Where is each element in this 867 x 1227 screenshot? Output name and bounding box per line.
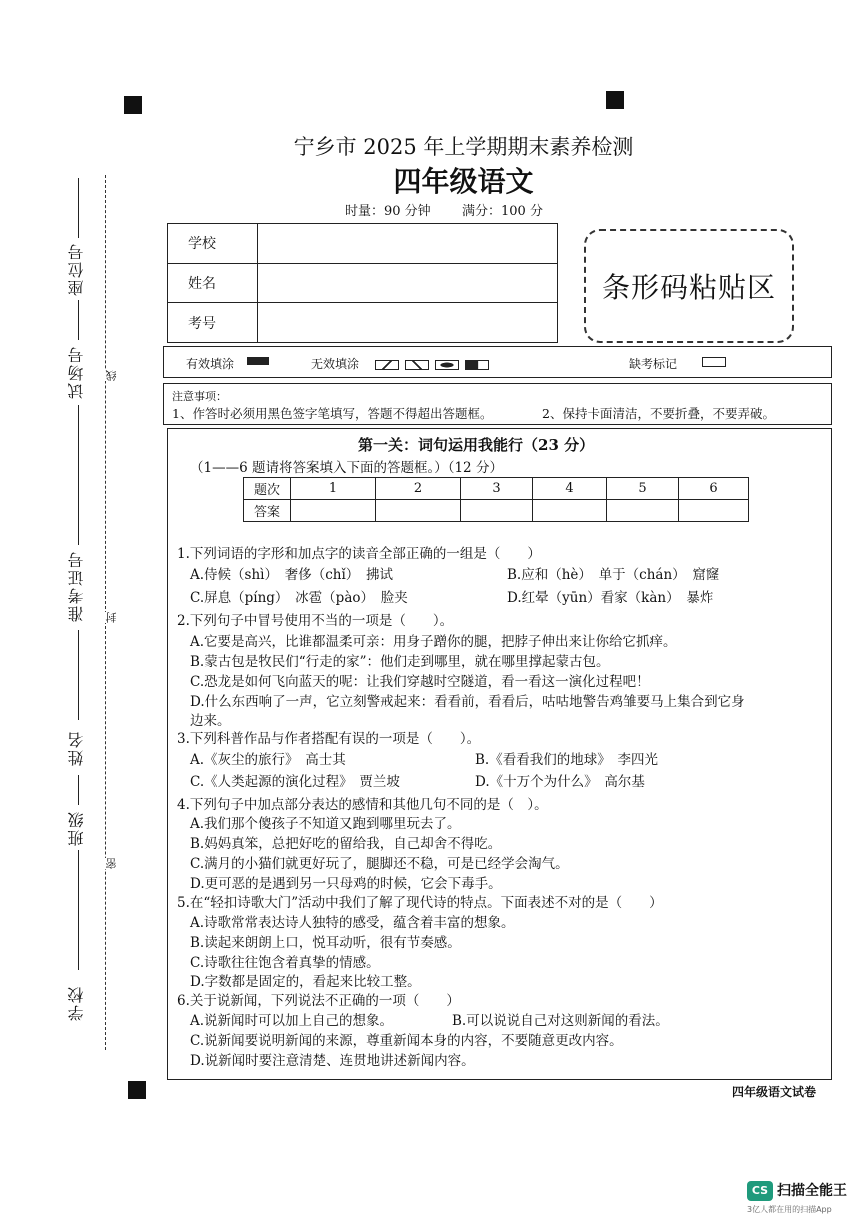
question-number: 6: [679, 478, 749, 500]
notice-title: 注意事项：: [172, 390, 227, 403]
exam-id-field[interactable]: [258, 303, 558, 343]
invalid-fill-label: 无效填涂: [311, 357, 360, 371]
question-2-option-a: A.它要是高兴，比谁都温柔可亲：用身子蹭你的腿，把脖子伸出来让你给它抓痒。: [190, 634, 677, 650]
question-5-option-a: A.诗歌常常表达诗人独特的感受，蕴含着丰富的想象。: [190, 915, 515, 931]
question-2-option-b: B.蒙古包是牧民们“行走的家”：他们走到哪里，就在哪里撑起蒙古包。: [190, 654, 610, 670]
class-label: 班级: [67, 810, 86, 846]
valid-fill-label: 有效填涂: [186, 357, 235, 371]
answer-cell[interactable]: [461, 500, 533, 522]
registration-mark: [606, 91, 624, 109]
scanner-logo-icon: CS: [747, 1181, 773, 1201]
question-5-stem: 5.在“轻扣诗歌大门”活动中我们了解了现代诗的特点。下面表述不对的是（ ）: [177, 895, 663, 911]
question-4-option-b: B.妈妈真笨，总把好吃的留给我，自己却舍不得吃。: [190, 836, 502, 852]
valid-fill-sample: [247, 357, 269, 365]
answer-cell[interactable]: [533, 500, 607, 522]
page-footer: 四年级语文试卷: [732, 1085, 817, 1099]
subject-title: 四年级语文: [393, 165, 534, 198]
scanner-app-name: 扫描全能王: [777, 1183, 847, 1199]
answer-cell[interactable]: [607, 500, 679, 522]
name-label: 姓名: [67, 730, 86, 766]
invalid-fill-samples: [372, 357, 492, 371]
answer-row-head: 题次: [244, 478, 291, 500]
question-4-option-d: D.更可恶的是遇到另一只母鸡的时候，它会下毒手。: [190, 876, 502, 892]
barcode-area: 条形码粘贴区: [584, 229, 794, 343]
scanner-tagline: 3亿人都在用的扫描App: [747, 1205, 832, 1214]
school-label: 学校: [67, 985, 86, 1021]
question-1-option-b: B.应和（hè） 单于（chán） 窟窿: [507, 567, 720, 583]
question-1-stem: 1.下列词语的字形和加点字的读音全部正确的一组是（ ）: [177, 546, 541, 562]
school-field[interactable]: [258, 224, 558, 264]
section-title: 第一关：词句运用我能行（23 分）: [358, 436, 595, 454]
info-id-label: 考号: [168, 303, 258, 343]
answer-row-head: 答案: [244, 500, 291, 522]
info-school-label: 学校: [168, 224, 258, 264]
question-number: 1: [291, 478, 376, 500]
question-2-stem: 2.下列句子中冒号使用不当的一项是（ ）。: [177, 613, 454, 629]
question-5-option-d: D.字数都是固定的，看起来比较工整。: [190, 974, 421, 990]
answer-cell[interactable]: [679, 500, 749, 522]
question-number: 3: [461, 478, 533, 500]
question-3-option-a: A.《灰尘的旅行》 高士其: [190, 752, 346, 768]
question-number: 2: [376, 478, 461, 500]
question-2-option-d-cont: 边来。: [190, 713, 231, 729]
exam-title: 宁乡市 2025 年上学期期末素养检测: [293, 135, 634, 159]
notice-item-1: 1、作答时必须用黑色签字笔填写，答题不得超出答题框。: [172, 406, 493, 421]
ticket-label: 准考证号: [67, 550, 86, 622]
answer-cell[interactable]: [376, 500, 461, 522]
question-6-option-d: D.说新闻时要注意清楚、连贯地讲述新闻内容。: [190, 1053, 475, 1069]
question-6-option-b: B.可以说说自己对这则新闻的看法。: [452, 1013, 669, 1029]
info-name-label: 姓名: [168, 263, 258, 303]
question-number: 5: [607, 478, 679, 500]
absent-label: 缺考标记: [629, 357, 678, 371]
fill-legend: [163, 346, 832, 378]
absent-checkbox[interactable]: [702, 357, 726, 367]
seal-line-mark: 线: [105, 370, 118, 381]
notice-item-2: 2、保持卡面清洁，不要折叠，不要弄破。: [542, 406, 775, 421]
question-1-option-d: D.红晕（yūn）看家（kàn） 暴炸: [507, 590, 714, 606]
seal-line-mark: 密: [105, 858, 118, 869]
score-label: 满分：100 分: [462, 204, 543, 219]
seal-line-mark: 封: [105, 612, 118, 623]
name-field[interactable]: [258, 263, 558, 303]
question-6-option-a: A.说新闻时可以加上自己的想象。: [190, 1013, 394, 1029]
seat-label: 座位号: [67, 242, 86, 296]
registration-mark: [124, 96, 142, 114]
question-1-option-c: C.屏息（píng） 冰雹（pào） 脸夹: [190, 590, 408, 606]
question-3-option-b: B.《看看我们的地球》 李四光: [475, 752, 658, 768]
question-3-option-c: C.《人类起源的演化过程》 贾兰坡: [190, 774, 400, 790]
question-1-option-a: A.侍候（shì） 奢侈（chǐ） 拂试: [190, 567, 394, 583]
question-4-stem: 4.下列句子中加点部分表达的感情和其他几句不同的是（ ）。: [177, 797, 548, 813]
question-2-option-c: C.恐龙是如何飞向蓝天的呢：让我们穿越时空隧道，看一看这一演化过程吧！: [190, 674, 650, 690]
question-5-option-c: C.诗歌往往饱含着真挚的情感。: [190, 955, 380, 971]
question-6-stem: 6.关于说新闻，下列说法不正确的一项（ ）: [177, 993, 460, 1009]
question-6-option-c: C.说新闻要说明新闻的来源，尊重新闻本身的内容，不要随意更改内容。: [190, 1033, 623, 1049]
question-number: 4: [533, 478, 607, 500]
question-3-stem: 3.下列科普作品与作者搭配有误的一项是（ ）。: [177, 731, 481, 747]
question-4-option-c: C.满月的小猫们就更好玩了，腿脚还不稳，可是已经学会淘气。: [190, 856, 569, 872]
section-instruction: （1——6 题请将答案填入下面的答题框。）（12 分）: [190, 460, 503, 476]
question-3-option-d: D.《十万个为什么》 高尔基: [475, 774, 645, 790]
question-5-option-b: B.读起来朗朗上口，悦耳动听，很有节奏感。: [190, 935, 461, 951]
notice-box: [163, 383, 832, 425]
answer-cell[interactable]: [291, 500, 376, 522]
question-2-option-d: D.什么东西响了一声，它立刻警戒起来：看看前，看看后，咕咕地警告鸡雏要马上集合到它身: [190, 694, 745, 710]
room-label: 试场号: [67, 345, 86, 399]
answer-grid: [243, 477, 749, 522]
question-4-option-a: A.我们那个傻孩子不知道又跑到哪里玩去了。: [190, 816, 461, 832]
time-label: 时量：90 分钟: [345, 204, 431, 219]
student-info-table: [167, 223, 558, 343]
registration-mark: [128, 1081, 146, 1099]
